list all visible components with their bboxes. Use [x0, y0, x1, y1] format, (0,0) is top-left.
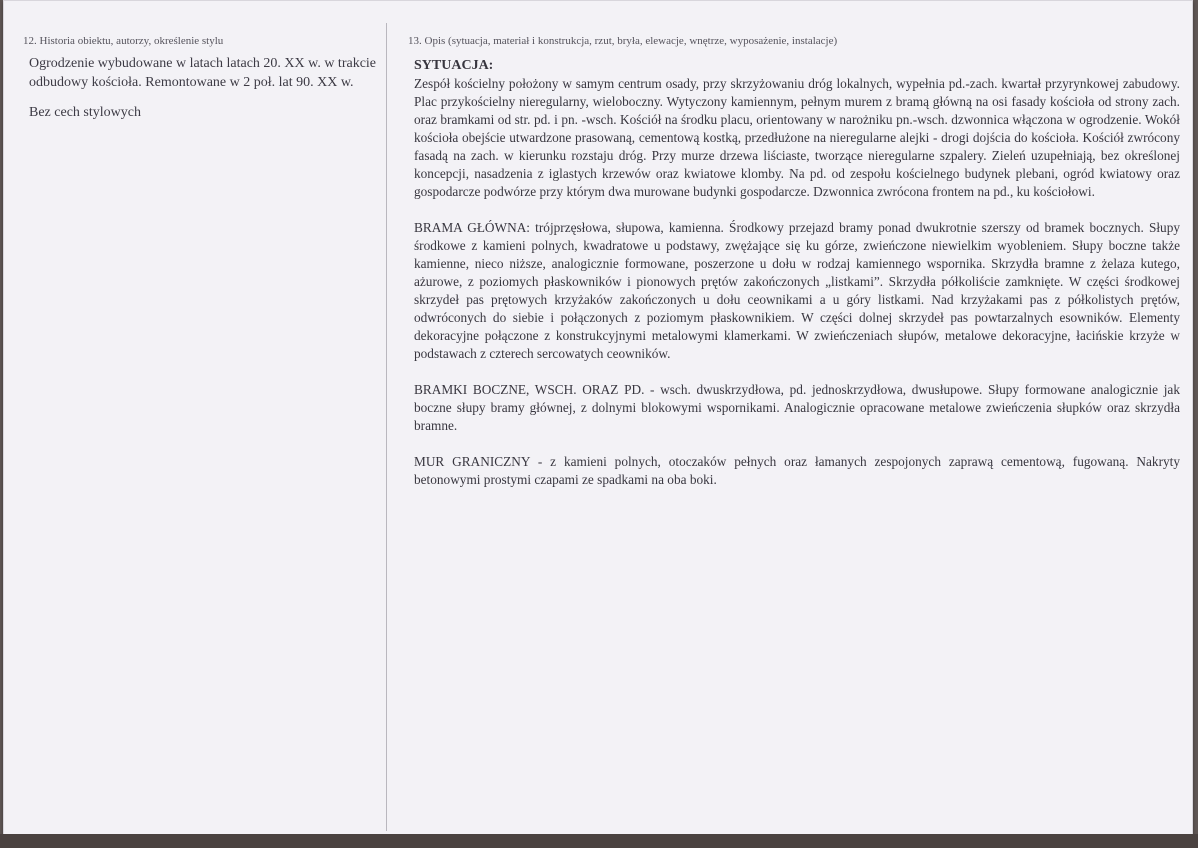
document-page	[3, 0, 1193, 836]
history-text: Ogrodzenie wybudowane w latach latach 20. XX w. w trakcie odbudowy kościoła. Remontowane w 2 poł. lat 90. XX w.	[29, 56, 377, 90]
section-13-body	[414, 57, 1180, 507]
main-gate-paragraph: BRAMA GŁÓWNA: trójprzęsłowa, słupowa, kamienna. Środkowy przejazd bramy ponad dwukrotnie szerszy od bramek bocznych. Słupy środkowe z kamieni polnych, kwadratowe u podstawy, zwężające się ku górze, zwieńczone niewielkim wyobleniem. Słupy boczne także kamienne, nieco niższe, analogicznie formowane, poszerzone u dołu w rodzaj kamiennego wspornika. Skrzydła bramne z żelaza kutego, ażurowe, z poziomych płaskowników i pionowych prętów zakończonych „listkami”. Skrzydła półkoliście zamknięte. W części środkowej skrzydeł pas prętowych krzyżaków zakończonych u dołu ceownikami a u góry listkami. Nad krzyżakami pas z półkolistych prętów, odwróconych do siebie i połączonych z poziomym płaskownikiem. W części dolnej skrzydeł pas powtarzalnych esowników. Elementy dekoracyjne połączone z konstrukcyjnymi metalowymi klamerkami. W zwieńczeniach słupów, metalowe dekoracyjne, łacińskie krzyże w podstawach z czterech sercowatych ceowników.	[414, 220, 1180, 361]
section-12-body	[29, 55, 379, 135]
section-13-label: 13. Opis (sytuacja, materiał i konstrukcja, rzut, bryła, elewacje, wnętrze, wyposażenie, instalacje)	[408, 35, 838, 47]
situation-paragraph: Zespół kościelny położony w samym centrum osady, przy skrzyżowaniu dróg lokalnych, wypełnia pd.-zach. kwartał przyrynkowej zabudowy. Plac przykościelny nieregularny, wieloboczny. Wytyczony kamiennym, pełnym murem z bramą główną na osi fasady kościoła od strony zach. oraz bramkami od str. pd. i pn. -wsch. Kościół na środku placu, orientowany w narożniku pn.-wsch. dzwonnica włączona w ogrodzenie. Wokół kościoła obejście utwardzone prasowaną, cementową kostką, przedłużone na nieregularne alejki - drogi dojścia do kościoła. Kościół zwrócony fasadą na zach. w kierunku rozstaju dróg. Przy murze drzewa liściaste, tworzące nieregularne szpalery. Zieleń uzupełniają, bez określonej koncepcji, nasadzenia z iglastych krzewów oraz kwiatowe klomby. Na pd. od zespołu kościelnego budynek plebani, ogród kwiatowy oraz gospodarcze podwórze przy którym dwa murowane budynki gospodarcze. Dzwonnica zwrócona frontem na pd., ku kościołowi.	[414, 76, 1180, 199]
scan-edge	[0, 834, 1198, 848]
situation-heading: SYTUACJA:	[414, 58, 494, 73]
boundary-wall-paragraph: MUR GRANICZNY - z kamieni polnych, otoczaków pełnych oraz łamanych zespojonych zaprawą cementową, fugowaną. Nakryty betonowymi prostymi czapami ze spadkami na oba boki.	[414, 454, 1180, 487]
side-gates-paragraph: BRAMKI BOCZNE, WSCH. ORAZ PD. - wsch. dwuskrzydłowa, pd. jednoskrzydłowa, dwusłupowe. Słupy formowane analogicznie jak boczne słupy bramy głównej, z dolnymi blokowymi wspornikami. Analogicznie opracowane metalowe zwieńczenia słupków oraz skrzydła bramne.	[414, 382, 1180, 433]
section-12-column	[4, 23, 387, 831]
section-12-label: 12. Historia obiektu, autorzy, określenie stylu	[23, 35, 224, 47]
style-text: Bez cech stylowych	[29, 105, 141, 120]
